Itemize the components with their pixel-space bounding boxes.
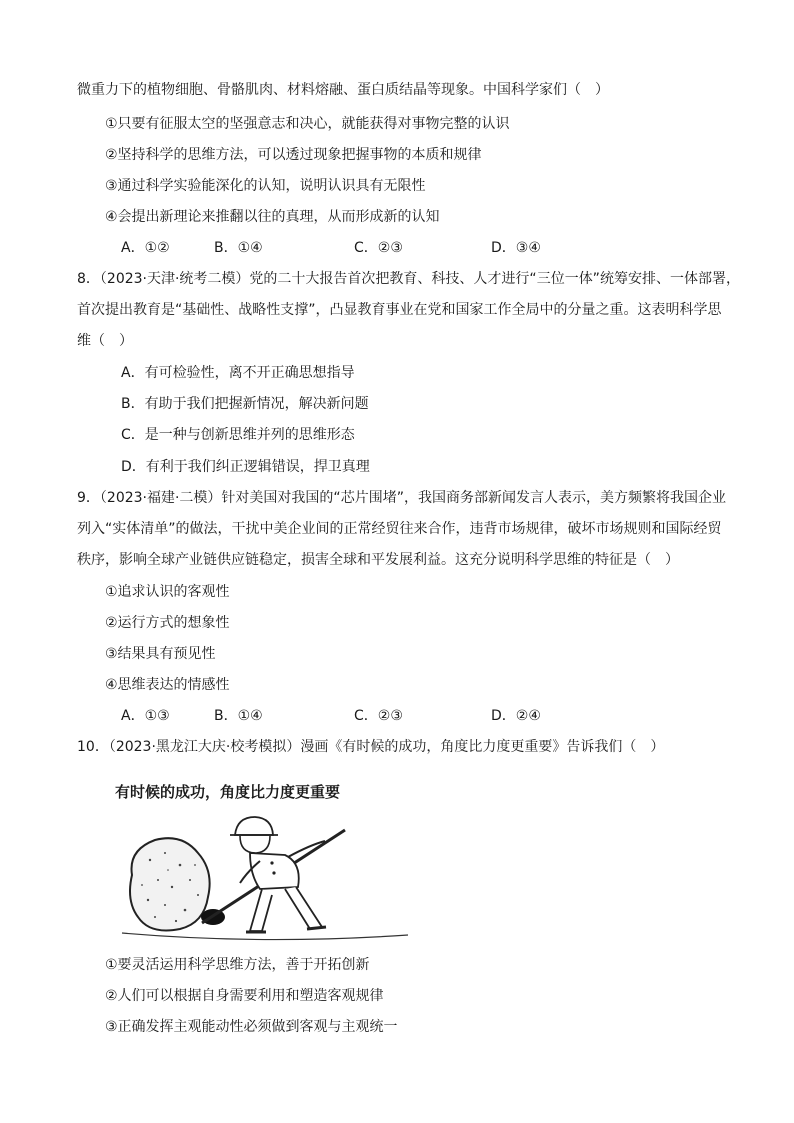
q7-choice-a: A．①② (121, 240, 170, 256)
q9-choice-b: B．①④ (214, 708, 263, 724)
q8-choice-b: B．有助于我们把握新情况，解决新问题 (121, 396, 369, 412)
q8-choice-d: D．有利于我们纠正逻辑错误，捍卫真理 (121, 459, 370, 475)
q7-item-3: ③通过科学实验能深化的认知，说明认识具有无限性 (105, 178, 426, 194)
q10-item-1: ①要灵活运用科学思维方法，善于开拓创新 (105, 957, 370, 973)
q7-choice-d: D．③④ (491, 240, 541, 256)
q8-stem-line-2: 首次提出教育是“基础性、战略性支撑”，凸显教育事业在党和国家工作全局中的分量之重。这表明科学思 (77, 302, 722, 318)
q7-item-2: ②坚持科学的思维方法，可以透过现象把握事物的本质和规律 (105, 147, 482, 163)
q8-stem-line-1: 8．（2023·天津·统考二模）党的二十大报告首次把教育、科技、人才进行“三位一体”统筹安排、一体部署， (77, 271, 740, 287)
q8-choice-c: C．是一种与创新思维并列的思维形态 (121, 427, 355, 443)
q7-item-4: ④会提出新理论来推翻以往的真理，从而形成新的认知 (105, 209, 440, 225)
q9-item-2: ②运行方式的想象性 (105, 615, 230, 631)
q9-stem-line-1: 9．（2023·福建·二模）针对美国对我国的“芯片围堵”，我国商务部新闻发言人表示，美方频繁将我国企业 (77, 490, 726, 506)
q10-stem: 10．（2023·黑龙江大庆·校考模拟）漫画《有时候的成功，角度比力度更重要》告诉我们（ ） (77, 739, 665, 755)
q7-stem-continuation: 微重力下的植物细胞、骨骼肌肉、材料熔融、蛋白质结晶等现象。中国科学家们（ ） (77, 82, 609, 98)
q10-item-2: ②人们可以根据自身需要利用和塑造客观规律 (105, 988, 384, 1004)
q9-item-3: ③结果具有预见性 (105, 646, 216, 662)
q9-choice-a: A．①③ (121, 708, 170, 724)
q8-stem-line-3: 维（ ） (77, 333, 133, 349)
q10-item-3: ③正确发挥主观能动性必须做到客观与主观统一 (105, 1019, 398, 1035)
q9-choice-c: C．②③ (354, 708, 403, 724)
q9-stem-line-3: 秩序，影响全球产业链供应链稳定，损害全球和平发展利益。这充分说明科学思维的特征是（ ） (77, 552, 679, 568)
q8-choice-a: A．有可检验性，离不开正确思想指导 (121, 365, 355, 381)
cartoon-title: 有时候的成功，角度比力度更重要 (115, 783, 341, 801)
q9-choice-d: D．②④ (491, 708, 541, 724)
lever-cartoon-illustration (110, 805, 410, 950)
q7-choice-c: C．②③ (354, 240, 403, 256)
q9-stem-line-2: 列入“实体清单”的做法，干扰中美企业间的正常经贸往来合作，违背市场规律，破坏市场规则和国际经贸 (77, 521, 722, 537)
q7-choice-b: B．①④ (214, 240, 263, 256)
q9-item-4: ④思维表达的情感性 (105, 677, 230, 693)
q9-item-1: ①追求认识的客观性 (105, 584, 230, 600)
q7-item-1: ①只要有征服太空的坚强意志和决心，就能获得对事物完整的认识 (105, 116, 510, 132)
